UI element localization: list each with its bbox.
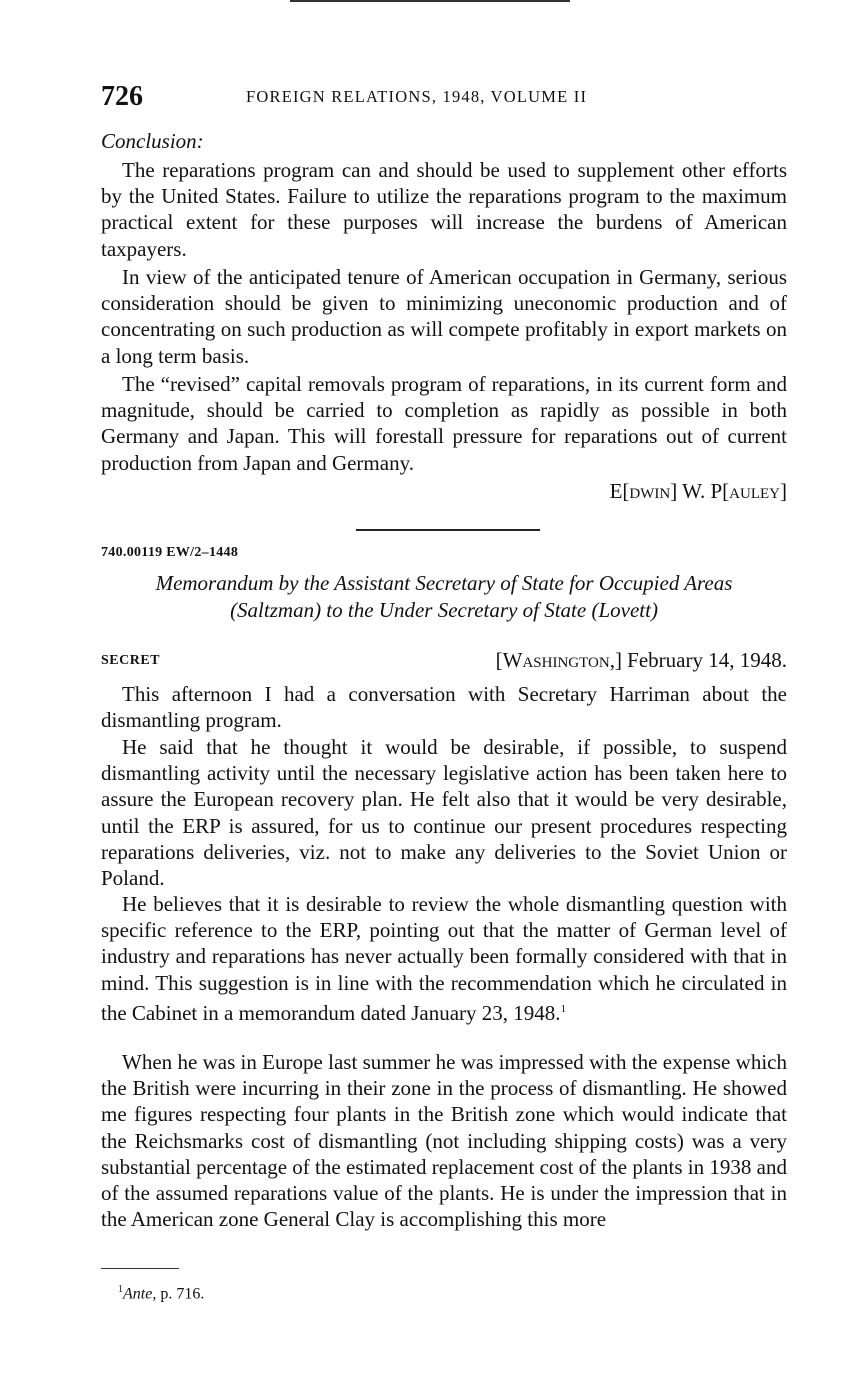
footnote-rule (101, 1268, 179, 1269)
conclusion-paragraph-2: In view of the anticipated tenure of American occupation in Germany, serious consideration should be given to minimizing uneconomic production and of concentrating on such production as will compete profitably in export markets on a long term basis. (101, 265, 787, 368)
section-divider (356, 529, 540, 531)
footnote-ref-italic: Ante (123, 1285, 153, 1303)
footnote-reference: 1 (560, 1002, 567, 1015)
file-number: 740.00119 EW/2–1448 (101, 545, 239, 560)
conclusion-paragraph-1: The reparations program can and should be used to supplement other efforts by the United States. Failure to utilize the reparations program to the maximum practical extent for these purposes will increase the burdens of American taxpayers. (101, 158, 787, 261)
memo-paragraph-1: This afternoon I had a conversation with Secretary Harriman about the dismantling program. (101, 682, 787, 733)
page-number: 726 (101, 81, 143, 112)
page-header (101, 80, 787, 114)
footnote (118, 1280, 204, 1304)
memo-paragraph-2: He said that he thought it would be desirable, if possible, to suspend dismantling activity until the necessary legislative action has been taken here to assure the European recovery plan. He felt also that it would be very desirable, until the ERP is assured, for us to continue our present procedures respecting reparations deliveries, viz. not to make any deliveries to the Soviet Union or Poland. (101, 735, 787, 891)
running-title: FOREIGN RELATIONS, 1948, VOLUME II (246, 87, 588, 106)
dateline: [Washington,] February 14, 1948. (495, 648, 787, 672)
classification-label: SECRET (101, 653, 161, 668)
top-rule (290, 0, 570, 2)
memo-title-line-1: Memorandum by the Assistant Secretary of State for Occupied Areas (155, 571, 733, 595)
memo-title-line-2: (Saltzman) to the Under Secretary of State (Lovett) (230, 598, 658, 622)
signature: E[dwin] W. P[auley] (609, 479, 787, 503)
memo-paragraph-4: When he was in Europe last summer he was impressed with the expense which the British were incurring in their zone in the process of dismantling. He showed me figures respecting four plants in the British zone which would indicate that the Reichsmarks cost of dismantling (not including shipping costs) was a very substantial percentage of the estimated replacement cost of the plants in 1938 and of the assumed reparations value of the plants. He is under the impression that in the American zone General Clay is accomplishing this more (101, 1050, 787, 1232)
memo-title (101, 570, 787, 624)
memo-paragraph-3: He believes that it is desirable to review the whole dismantling question with specific reference to the ERP, pointing out that the matter of German level of industry and reparations has never actually been formally considered with that in mind. This suggestion is in line with the recommendation which he circulated in the Cabinet in a memorandum dated January 23, 1948.$^1$ (101, 892, 787, 1025)
conclusion-paragraph-3: The “revised” capital removals program of reparations, in its current form and magnitude, should be carried to completion as rapidly as possible in both Germany and Japan. This will forestall pressure for reparations out of current production from Japan and Germany. (101, 372, 787, 475)
footnote-ref-rest: , p. 716. (152, 1285, 205, 1303)
conclusion-heading: Conclusion: (101, 129, 204, 153)
footnote-marker: 1 (118, 1284, 123, 1295)
